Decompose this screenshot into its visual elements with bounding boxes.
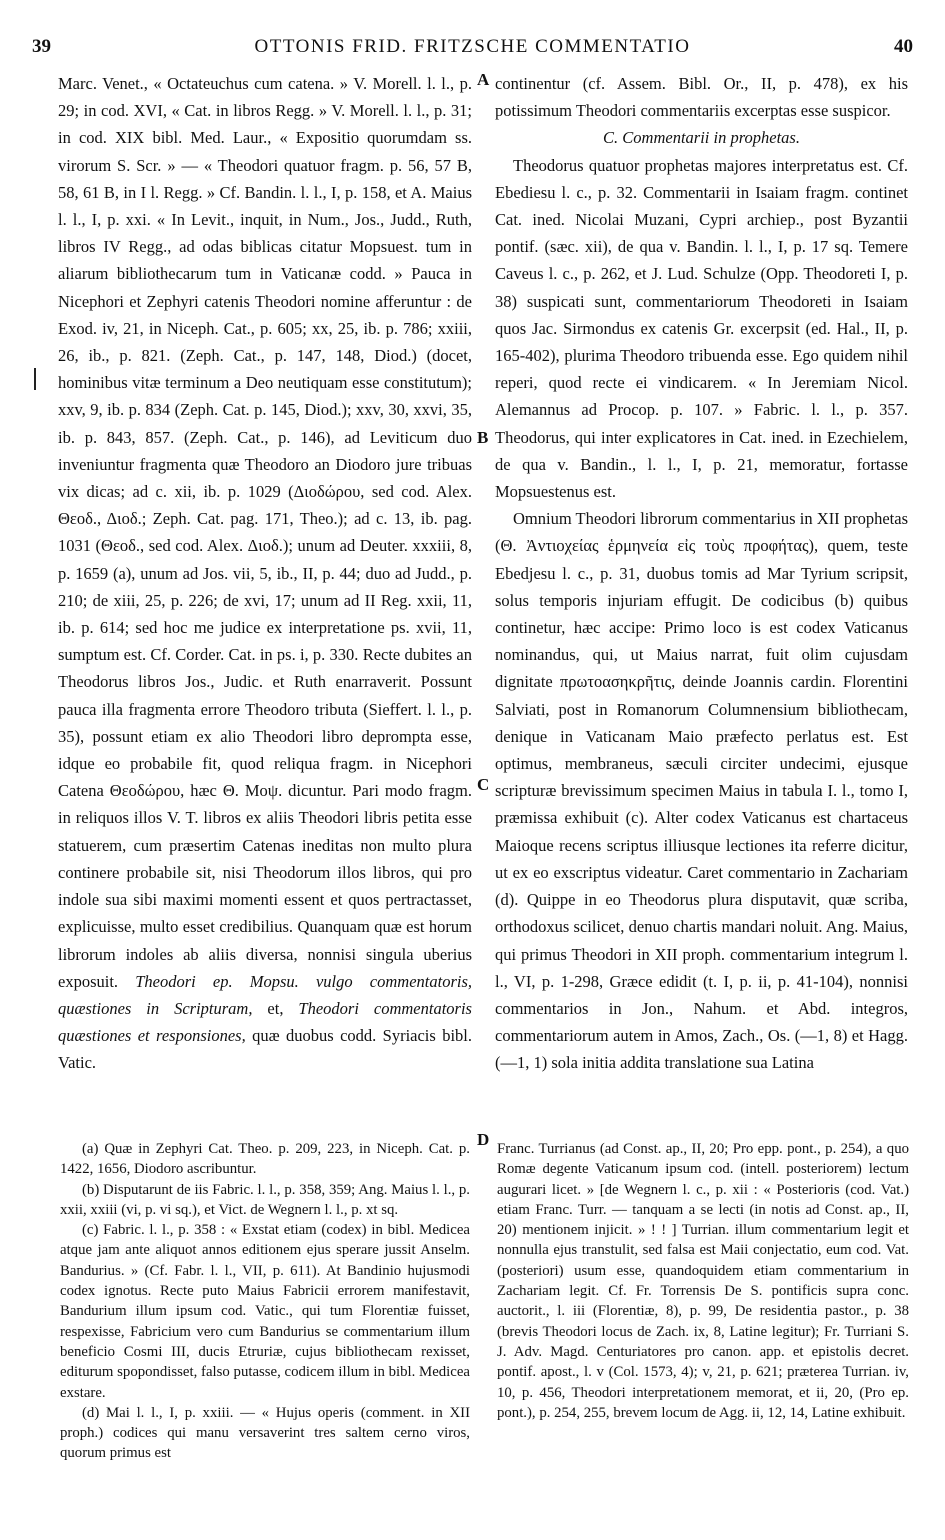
page-header bbox=[32, 36, 913, 62]
right-paragraph-2: Omnium Theodori librorum commentarius in XII prophetas (Θ. Ἀντιοχείας ἑρμηνεία εἰς τοὺς προφήτας), quem, teste Ebedjesu l. c., p. 31, duobus tomis ad Mar Tyrium scripsit, solus temporis injuriam effugit. De codicibus (b) quibus continetur, hæc accipe: Primo loco is est codex Vaticanus nominandus, qui, ut Maius narrat, fuit olim cujusdam dignitate πρωτοασηκρῆτις, deinde Joannis cardin. Florentini Salviati, post in Romanorum Columnensium bibliothecam, denique in Vaticanam Maio præfecto perlatus est. Est optimus, membraneus, sæculi circiter undecimi, ejusque scripturæ brevissimum specimen Maius in tabula I. l., tomo I, præmissa exhibuit (c). Alter codex Vaticanus est chartaceus Maioque recens scriptus illiusque lectiones ita referre dicitur, ut ex eo exscriptus videatur. Caret commentario in Zachariam (d). Quippe in eo Theodorus plura disputavit, quæ scriba, orthodoxus scilicet, denuo chartis mandari noluit. Ang. Maius, qui primus Theodori in XII proph. commentarium integrum l. l., VI, p. 1-298, Græce edidit (t. I, p. ii, p. 41-104), nonnisi commentarios in Jon., Nahum. et Abd. integros, commentariorum autem in Amos, Zach., Os. (—1, 8) et Hagg. (—1, 1) sola initia addita translatione sua Latina bbox=[495, 509, 908, 1073]
footnote-c: (c) Fabric. l. l., p. 358 : « Exstat etiam (codex) in bibl. Medicea atque jam ante aliquot annos editionem ejus sperare jussit Anselm. Bandurius. » (Cf. Fabr. l. l., VII, p. 611). At Bandinio hujusmodi codex ignotus. Recte puto Maius Fabricii errorem manifestavit, Bandurium illum ipsum cod. Vatic., qui tum Florentiæ fuisset, respexisse, Fabricium vero cum Bandurius se commentarium illum beneficio Cosmi III, ducis Etruriæ, cujus bibliothecam rexisset, editurum spopondisset, falso putasse, codicem illum in bibl. Medicea exstare. bbox=[60, 1222, 470, 1401]
running-title: OTTONIS FRID. FRITZSCHE COMMENTATIO bbox=[254, 36, 691, 57]
right-paragraph-1: Theodorus quatuor prophetas majores interpretatus est. Cf. Ebediesu l. c., p. 32. Commentarii in Isaiam fragm. continet Cat. ined. Nicolai Muzani, Cypri archiep., post Byzantii pontif. (sæc. xii), de qua v. Bandin. l. l., I, p. 17 sq. Temere Caveus l. c., p. 262, et J. Lud. Schulze (Opp. Theodoreti I, p. 38) suspicati sunt, commentariorum Theodoreti in Isaiam quos Jac. Sirmondus ex catenis Gr. excerpsit (ed. Hal., II, p. 165-402), plurima Theodoro tribuenda esse. Ego quidem nihil reperi, quod recte ei vindicarem. « In Jeremiam Nicol. Alemannus ad Procop. p. 107. » Fabric. l. l., p. 357. Theodorus, qui inter explicatores in Cat. ined. in Ezechielem, de qua v. Bandin., l. l., I, p. 21, memoratur, fortasse Mopsuestenus est. bbox=[495, 155, 908, 502]
right-column bbox=[495, 70, 908, 1077]
footnote-b: (b) Disputarunt de iis Fabric. l. l., p. 358, 359; Ang. Maius l. l., p. xxii, xxiii (vi, p. vi sq.), et Vict. de Wegnern l. l., p. xt sq. bbox=[60, 1181, 470, 1218]
footnotes-left bbox=[60, 1139, 470, 1464]
page-number-left: 39 bbox=[32, 36, 51, 57]
footnote-d: (d) Mai l. l., I, p. xxiii. — « Hujus operis (comment. in XII proph.) codices qui manu versaverint tres saltem cerno viros, quorum primus est bbox=[60, 1404, 470, 1462]
footnote-a: (a) Quæ in Zephyri Cat. Theo. p. 209, 223, in Niceph. Cat. p. 1422, 1656, Diodoro ascribuntur. bbox=[60, 1141, 470, 1178]
margin-marker-c: C bbox=[477, 775, 490, 794]
left-column bbox=[58, 70, 472, 1077]
left-body: Marc. Venet., « Octateuchus cum catena. » V. Morell. l. l., p. 29; in cod. XVI, « Cat. in libros Regg. » V. Morell. l. l., p. 31; in cod. XIX bibl. Med. Laur., « Expositio quorumdam ss. virorum S. Scr. » — « Theodori quatuor fragm. p. 56, 57 B, 58, 61 B, in I l. Regg. » Cf. Bandin. l. l., I, p. 158, et A. Maius l. l., I, p. xxi. « In Levit., inquit, in Num., Jos., Judd., Ruth, libros IV Regg., ad odas biblicas citatur Mopsuest. tum in aliarum bibliothecarum tum in Vaticanæ codd. » Pauca in Nicephori et Zephyri catenis Theodori nomine afferuntur : de Exod. iv, 21, in Niceph. Cat., p. 605; xx, 25, ib. p. 786; xxiii, 26, ib., p. 821. (Zeph. Cat., p. 147, 148, Diod.) (docet, hominibus vitæ terminum a Deo neutiquam esse constitutum); xxv, 9, ib. p. 834 (Zeph. Cat. p. 145, Diod.); xxv, 30, xxvi, 35, ib. p. 843, 857. (Zeph. Cat., p. 146), ad Leviticum duo inveniuntur fragmenta quæ Theodoro an Diodoro jure tribuas vix dicas; ad c. xii, ib. p. 1029 (Διοδώρου, sed cod. Alex. Θεοδ., Διοδ.; Zeph. Cat. pag. 171, Theo.); ad c. 13, ib. pag. 1031 (Θεοδ., sed cod. Alex. Διοδ.); unum ad Deuter. xxxiii, 8, p. 1659 (a), unum ad Jos. vii, 5, ib., II, p. 44; duo ad Judd., p. 210; de xiii, 25, p. 226; de xvi, 17; unum ad II Reg. xxii, 11, ib. p. 614; sed hoc me judice ex interpretatione ps. xvii, 11, sumptum est. Cf. Corder. Cat. in ps. i, p. 330. Recte dubites an Theodorus libros Jos., Judic. et Ruth enarraverit. Possunt pauca illa fragmenta errore Theodoro tributa (Sieffert. l. l., p. 35), possunt etiam ex alio Theodori libro deprompta esse, idque eo probabile fit, quod reliqua fragm. in Nicephori Catena Θεοδώρου, hæc Θ. Μοψ. dicuntur. Pari modo fragm. in reliquos illos V. T. libros ex aliis Theodori libris petita esse statuerem, cum præsertim Catenas ineditas non multo plura continere probabile sit, nisi Theodorum illos libros, qui pro indole sua sibi maximi momenti essent et quos pertractasset, explicuisse, multo esset credibilius. Quanquam quæ est horum librorum indoles ab aliis diversa, nonnisi singula uberius exposuit. bbox=[58, 74, 472, 991]
left-italic-title-1: Theodori ep. Mopsu. vulgo commentatoris, quæstiones in Scripturam, bbox=[58, 971, 472, 1018]
left-italic-title-2: Theodori commentatoris quæstiones et responsiones, bbox=[58, 998, 472, 1046]
footnotes-right bbox=[497, 1139, 909, 1423]
margin-marker-d: D bbox=[477, 1130, 490, 1149]
left-plain-2: quæ duobus codd. Syriacis bibl. Vatic. bbox=[58, 1026, 472, 1073]
right-intro: continentur (cf. Assem. Bibl. Or., II, p. 478), ex his potissimum Theodori commentariis excerptas esse suspicor. bbox=[495, 74, 908, 121]
left-column-text bbox=[58, 70, 472, 1077]
left-plain-1: et, bbox=[252, 998, 299, 1018]
margin-marker-b: B bbox=[477, 428, 489, 447]
page-number-right: 40 bbox=[894, 36, 913, 57]
footnote-continuation: Franc. Turrianus (ad Const. ap., II, 20; Pro epp. pont., p. 254), a quo Romæ degente Vaticanum ipsum cod. (intell. posteriorem) lectum augurari licet. » [de Wegnern l. c., p. xii : « Posterioris (cod. Vat.) etiam Franc. Turr. — tanquam a se lecti (in notis ad Const. ap., II, 20) mentionem injicit. » ! ! ] Turrian. illum commentarium legit et nonnulla ejus transtulit, sed falsa est Maii conjectatio, eum cod. Vat. (posteriori) usum esse, quandoquidem etiam commentarium in Zachariam legit. Cf. Fr. Torrensis De S. pontificis supra conc. auctorit., l. iii (Florentiæ, 8), p. 99, De residentia pastor., p. 38 (brevis Theodori locus de Zach. ix, 8, Latine legitur); Fr. Turriani S. J. Adv. Magd. Centuriatores pro canon. app. et epistolis decret. pontif. apost., l. v (Col. 1573, 4); v, 21, p. 621; præterea Turrian. iv, 10, p. 456, Theodori interpretationem memorat, et ii, 20, (Pro ep. pont.), p. 254, 255, brevem locum de Agg. ii, 12, 14, Latine exhibuit. bbox=[497, 1141, 909, 1421]
margin-rule bbox=[34, 368, 36, 390]
section-heading: C. Commentarii in prophetas. bbox=[603, 128, 800, 148]
margin-marker-a: A bbox=[477, 70, 490, 89]
